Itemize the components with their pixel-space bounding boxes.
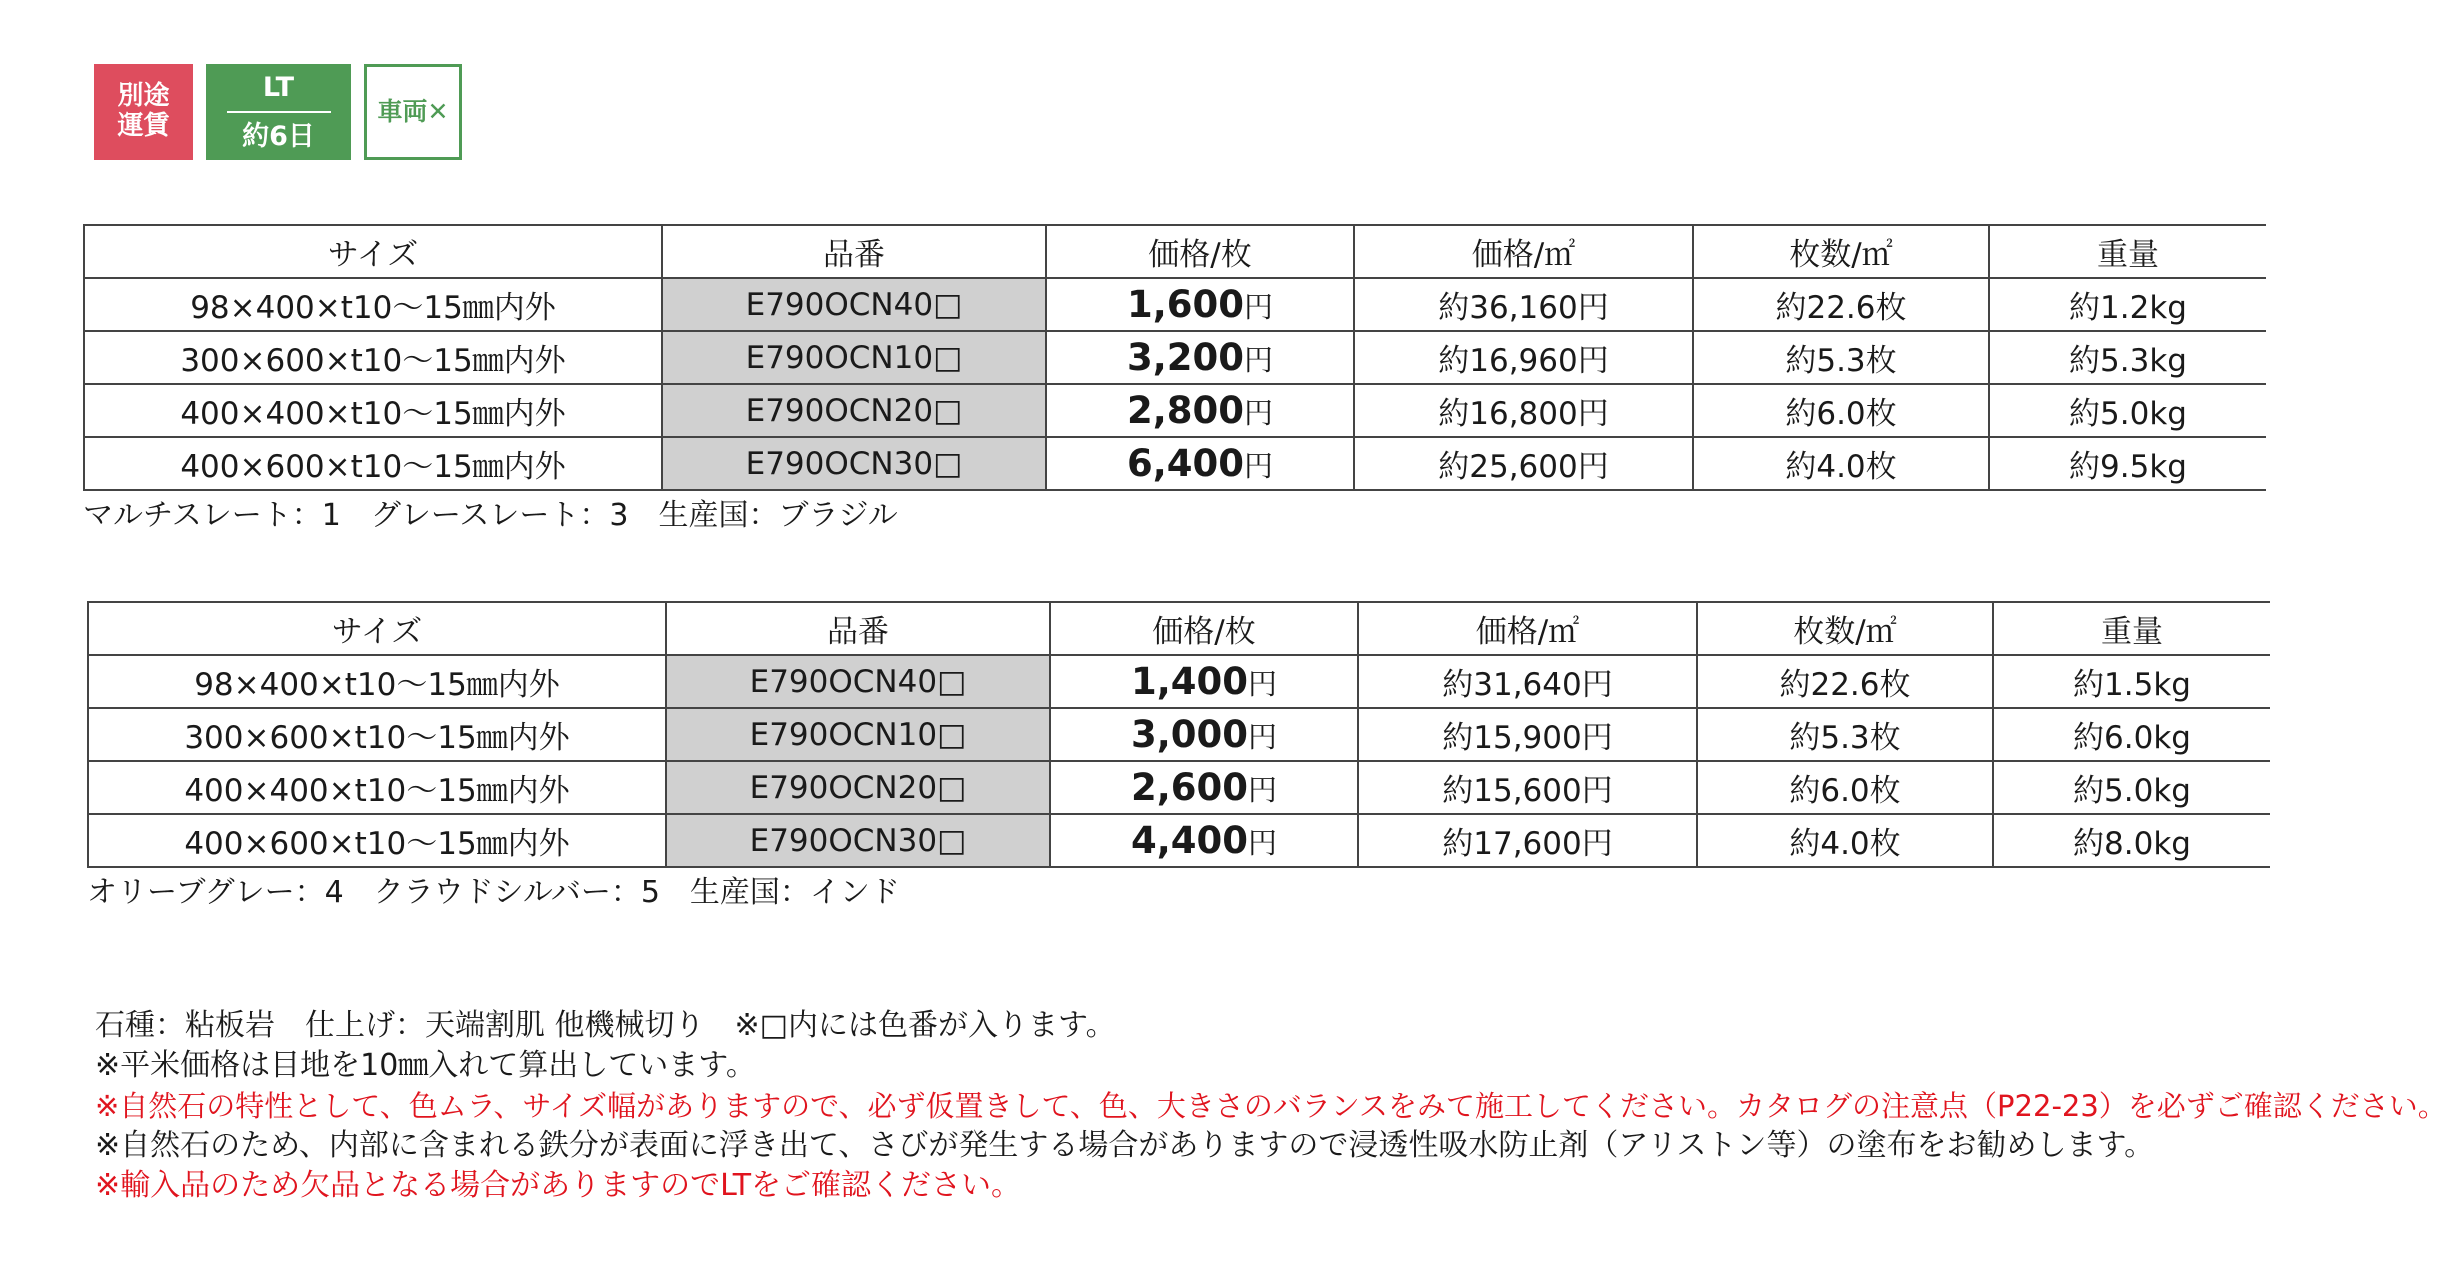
cell-price: 3,200円 [1046, 331, 1354, 384]
cell-size: 400×400×t10〜15㎜内外 [88, 761, 666, 814]
cell-code: E790OCN30□ [666, 814, 1050, 867]
badge-lt-bottom: 約6日 [242, 121, 315, 152]
cell-size: 300×600×t10〜15㎜内外 [84, 331, 662, 384]
cell-weight: 約5.0kg [1989, 384, 2266, 437]
cell-price-m2: 約25,600円 [1354, 437, 1693, 490]
table-row [84, 437, 2266, 490]
cell-price: 6,400円 [1046, 437, 1354, 490]
table-row [84, 384, 2266, 437]
cell-size: 400×600×t10〜15㎜内外 [84, 437, 662, 490]
table-header-row [84, 225, 2266, 278]
header-price-per-piece: 価格/枚 [1046, 225, 1354, 278]
cell-code: E790OCN40□ [662, 278, 1046, 331]
cell-count-m2: 約5.3枚 [1697, 708, 1993, 761]
cell-price-m2: 約15,900円 [1358, 708, 1697, 761]
header-count-per-m2: 枚数/㎡ [1697, 602, 1993, 655]
header-weight: 重量 [1989, 225, 2266, 278]
cell-size: 98×400×t10〜15㎜内外 [88, 655, 666, 708]
lead-time-badge [206, 64, 351, 160]
cell-size: 400×400×t10〜15㎜内外 [84, 384, 662, 437]
badge-lt-top: LT [262, 71, 295, 103]
table-row [88, 708, 2270, 761]
cell-price-m2: 約31,640円 [1358, 655, 1697, 708]
cell-price-m2: 約36,160円 [1354, 278, 1693, 331]
header-count-per-m2: 枚数/㎡ [1693, 225, 1989, 278]
cell-code: E790OCN10□ [666, 708, 1050, 761]
cell-size: 300×600×t10〜15㎜内外 [88, 708, 666, 761]
header-weight: 重量 [1993, 602, 2270, 655]
cell-size: 400×600×t10〜15㎜内外 [88, 814, 666, 867]
cell-count-m2: 約6.0枚 [1697, 761, 1993, 814]
table-row [88, 761, 2270, 814]
cell-weight: 約1.5kg [1993, 655, 2270, 708]
table-row [88, 814, 2270, 867]
cell-size: 98×400×t10〜15㎜内外 [84, 278, 662, 331]
header-code: 品番 [662, 225, 1046, 278]
badge-shipping-line1: 別途 [117, 81, 170, 112]
cell-weight: 約1.2kg [1989, 278, 2266, 331]
natural-stone-warning: ※自然石の特性として、色ムラ、サイズ幅がありますので、必ず仮置きして、色、大きさのバランスをみて施工してください。カタログの注意点（P22-23）を必ずご確認ください。 [95, 1089, 2447, 1123]
vehicle-badge [364, 64, 462, 160]
header-price-per-m2: 価格/㎡ [1354, 225, 1693, 278]
price-table-2 [87, 601, 2270, 868]
cell-code: E790OCN10□ [662, 331, 1046, 384]
cell-count-m2: 約6.0枚 [1693, 384, 1989, 437]
cell-count-m2: 約4.0枚 [1697, 814, 1993, 867]
table-row [88, 655, 2270, 708]
cell-code: E790OCN20□ [666, 761, 1050, 814]
header-size: サイズ [88, 602, 666, 655]
cell-count-m2: 約5.3枚 [1693, 331, 1989, 384]
badge-lt-divider [227, 111, 331, 113]
cell-code: E790OCN30□ [662, 437, 1046, 490]
header-price-per-piece: 価格/枚 [1050, 602, 1358, 655]
badge-shipping-line2: 運賃 [117, 111, 170, 141]
cell-price: 4,400円 [1050, 814, 1358, 867]
cell-price: 2,800円 [1046, 384, 1354, 437]
cell-price-m2: 約15,600円 [1358, 761, 1697, 814]
cell-price: 1,600円 [1046, 278, 1354, 331]
cell-price-m2: 約17,600円 [1358, 814, 1697, 867]
import-stock-warning: ※輸入品のため欠品となる場合がありますのでLTをご確認ください。 [95, 1168, 1022, 1203]
price-table-1 [83, 224, 2266, 491]
separate-shipping-badge [94, 64, 193, 160]
cell-price: 1,400円 [1050, 655, 1358, 708]
joint-note: ※平米価格は目地を10㎜入れて算出しています。 [95, 1048, 756, 1083]
cell-weight: 約8.0kg [1993, 814, 2270, 867]
cell-code: E790OCN40□ [666, 655, 1050, 708]
badge-vehicle-label: 車両✕ [377, 96, 449, 126]
header-price-per-m2: 価格/㎡ [1358, 602, 1697, 655]
cell-weight: 約5.0kg [1993, 761, 2270, 814]
rust-note: ※自然石のため、内部に含まれる鉄分が表面に浮き出て、さびが発生する場合がありますので浸透性吸水防止剤（アリストン等）の塗布をお勧めします。 [95, 1128, 2155, 1163]
table-row [84, 331, 2266, 384]
cell-price: 2,600円 [1050, 761, 1358, 814]
cell-count-m2: 約4.0枚 [1693, 437, 1989, 490]
cell-code: E790OCN20□ [662, 384, 1046, 437]
cell-weight: 約6.0kg [1993, 708, 2270, 761]
header-size: サイズ [84, 225, 662, 278]
header-code: 品番 [666, 602, 1050, 655]
table2-color-note: オリーブグレー：4 クラウドシルバー：5 生産国：インド [87, 875, 900, 910]
stone-spec-note: 石種：粘板岩 仕上げ：天端割肌 他機械切り ※□内には色番が入ります。 [95, 1008, 1116, 1043]
cell-weight: 約5.3kg [1989, 331, 2266, 384]
cell-weight: 約9.5kg [1989, 437, 2266, 490]
table-header-row [88, 602, 2270, 655]
table-row [84, 278, 2266, 331]
cell-count-m2: 約22.6枚 [1693, 278, 1989, 331]
cell-price-m2: 約16,800円 [1354, 384, 1693, 437]
cell-price-m2: 約16,960円 [1354, 331, 1693, 384]
cell-price: 3,000円 [1050, 708, 1358, 761]
cell-count-m2: 約22.6枚 [1697, 655, 1993, 708]
table1-color-note: マルチスレート：1 グレースレート：3 生産国：ブラジル [83, 498, 898, 533]
